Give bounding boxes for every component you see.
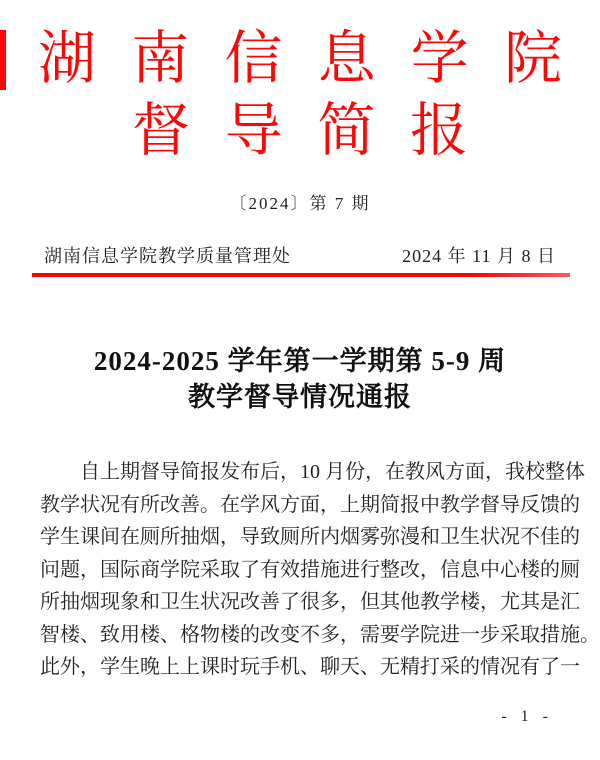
body-line: 教学状况有所改善。在学风方面，上期简报中教学督导反馈的	[40, 493, 580, 516]
issue-number: 〔2024〕第 7 期	[229, 194, 371, 213]
article-body	[0, 456, 600, 684]
scan-edge-artifact	[0, 30, 6, 90]
issue-date: 2024 年 11 月 8 日	[402, 246, 556, 266]
article-heading	[0, 344, 600, 416]
page-number: - 1 -	[501, 708, 553, 725]
body-line: 问题，国际商学院采取了有效措施进行整改，信息中心楼的厕	[40, 558, 580, 581]
masthead-title-line1: 湖南信息学院	[38, 26, 562, 91]
body-line: 此外，学生晚上上课时玩手机、聊天、无精打采的情况有了一	[40, 656, 580, 678]
masthead-title-line2: 督导简报	[132, 98, 468, 163]
article-heading-line1: 2024-2025 学年第一学期第 5-9 周	[93, 346, 507, 376]
article	[0, 344, 600, 684]
article-heading-line2: 教学督导情况通报	[188, 382, 412, 412]
body-line: 自上期督导简报发布后，10 月份，在教风方面，我校整体	[80, 461, 585, 483]
byline-row	[0, 245, 600, 267]
masthead	[0, 0, 600, 277]
masthead-divider-rule	[32, 273, 570, 277]
body-line: 学生课间在厕所抽烟，导致厕所内烟雾弥漫和卫生状况不佳的	[40, 526, 580, 548]
body-line: 智楼、致用楼、格物楼的改变不多，需要学院进一步采取措施。	[40, 623, 600, 646]
issuing-department: 湖南信息学院教学质量管理处	[44, 246, 291, 266]
body-line: 所抽烟现象和卫生状况改善了很多，但其他教学楼，尤其是汇	[40, 591, 580, 613]
